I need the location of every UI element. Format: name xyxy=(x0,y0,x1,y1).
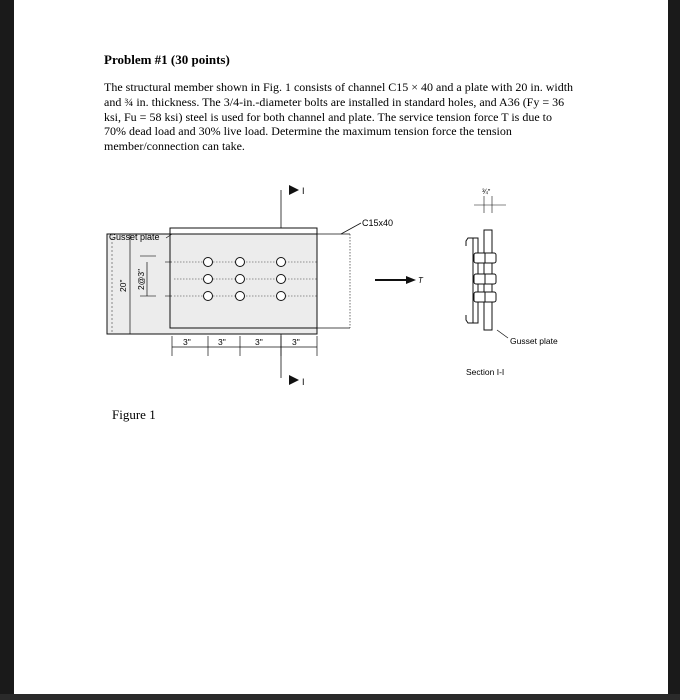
section-mark-bottom: I xyxy=(302,377,305,387)
section-title: Section I-I xyxy=(466,367,505,377)
channel-label: C15x40 xyxy=(362,218,394,228)
section-view xyxy=(466,196,508,338)
problem-heading: Problem #1 (30 points) xyxy=(104,52,230,67)
bolt xyxy=(204,292,213,301)
gusset-plate-label: Gusset plate xyxy=(109,232,160,242)
section-mark-top: I xyxy=(302,186,305,196)
spacing-label-4: 3" xyxy=(292,337,300,347)
plate-width-dimension: 20" xyxy=(118,279,128,292)
bolt xyxy=(236,275,245,284)
bolt xyxy=(204,258,213,267)
bolt xyxy=(277,275,286,284)
bolt xyxy=(277,258,286,267)
bolt-spacing-vertical: 2@3" xyxy=(136,268,146,290)
section-arrow-top xyxy=(289,185,299,195)
spacing-label-2: 3" xyxy=(218,337,226,347)
bolt xyxy=(277,292,286,301)
bolt xyxy=(236,258,245,267)
problem-statement: The structural member shown in Fig. 1 consists of channel C15 × 40 and a plate with 20 in. width and ¾ in. thickness. The 3/4-in.-diameter bolts are installed in standard holes, and A36 (Fy = 36 ksi, Fu = 58 ksi) steel is used for both channel and plate. The service tension force T is due to 70% dead load and 30% live load. Determine the maximum tension force the tension member/connection can take. xyxy=(104,80,574,154)
spacing-label-1: 3" xyxy=(183,337,191,347)
spacing-label-3: 3" xyxy=(255,337,263,347)
tension-label: T xyxy=(418,276,423,285)
bolt xyxy=(236,292,245,301)
thickness-label: ¾" xyxy=(482,189,491,196)
bolt xyxy=(204,275,213,284)
section-gusset-label: Gusset plate xyxy=(510,336,558,346)
section-arrow-bottom xyxy=(289,375,299,385)
figure-caption: Figure 1 xyxy=(112,407,156,422)
